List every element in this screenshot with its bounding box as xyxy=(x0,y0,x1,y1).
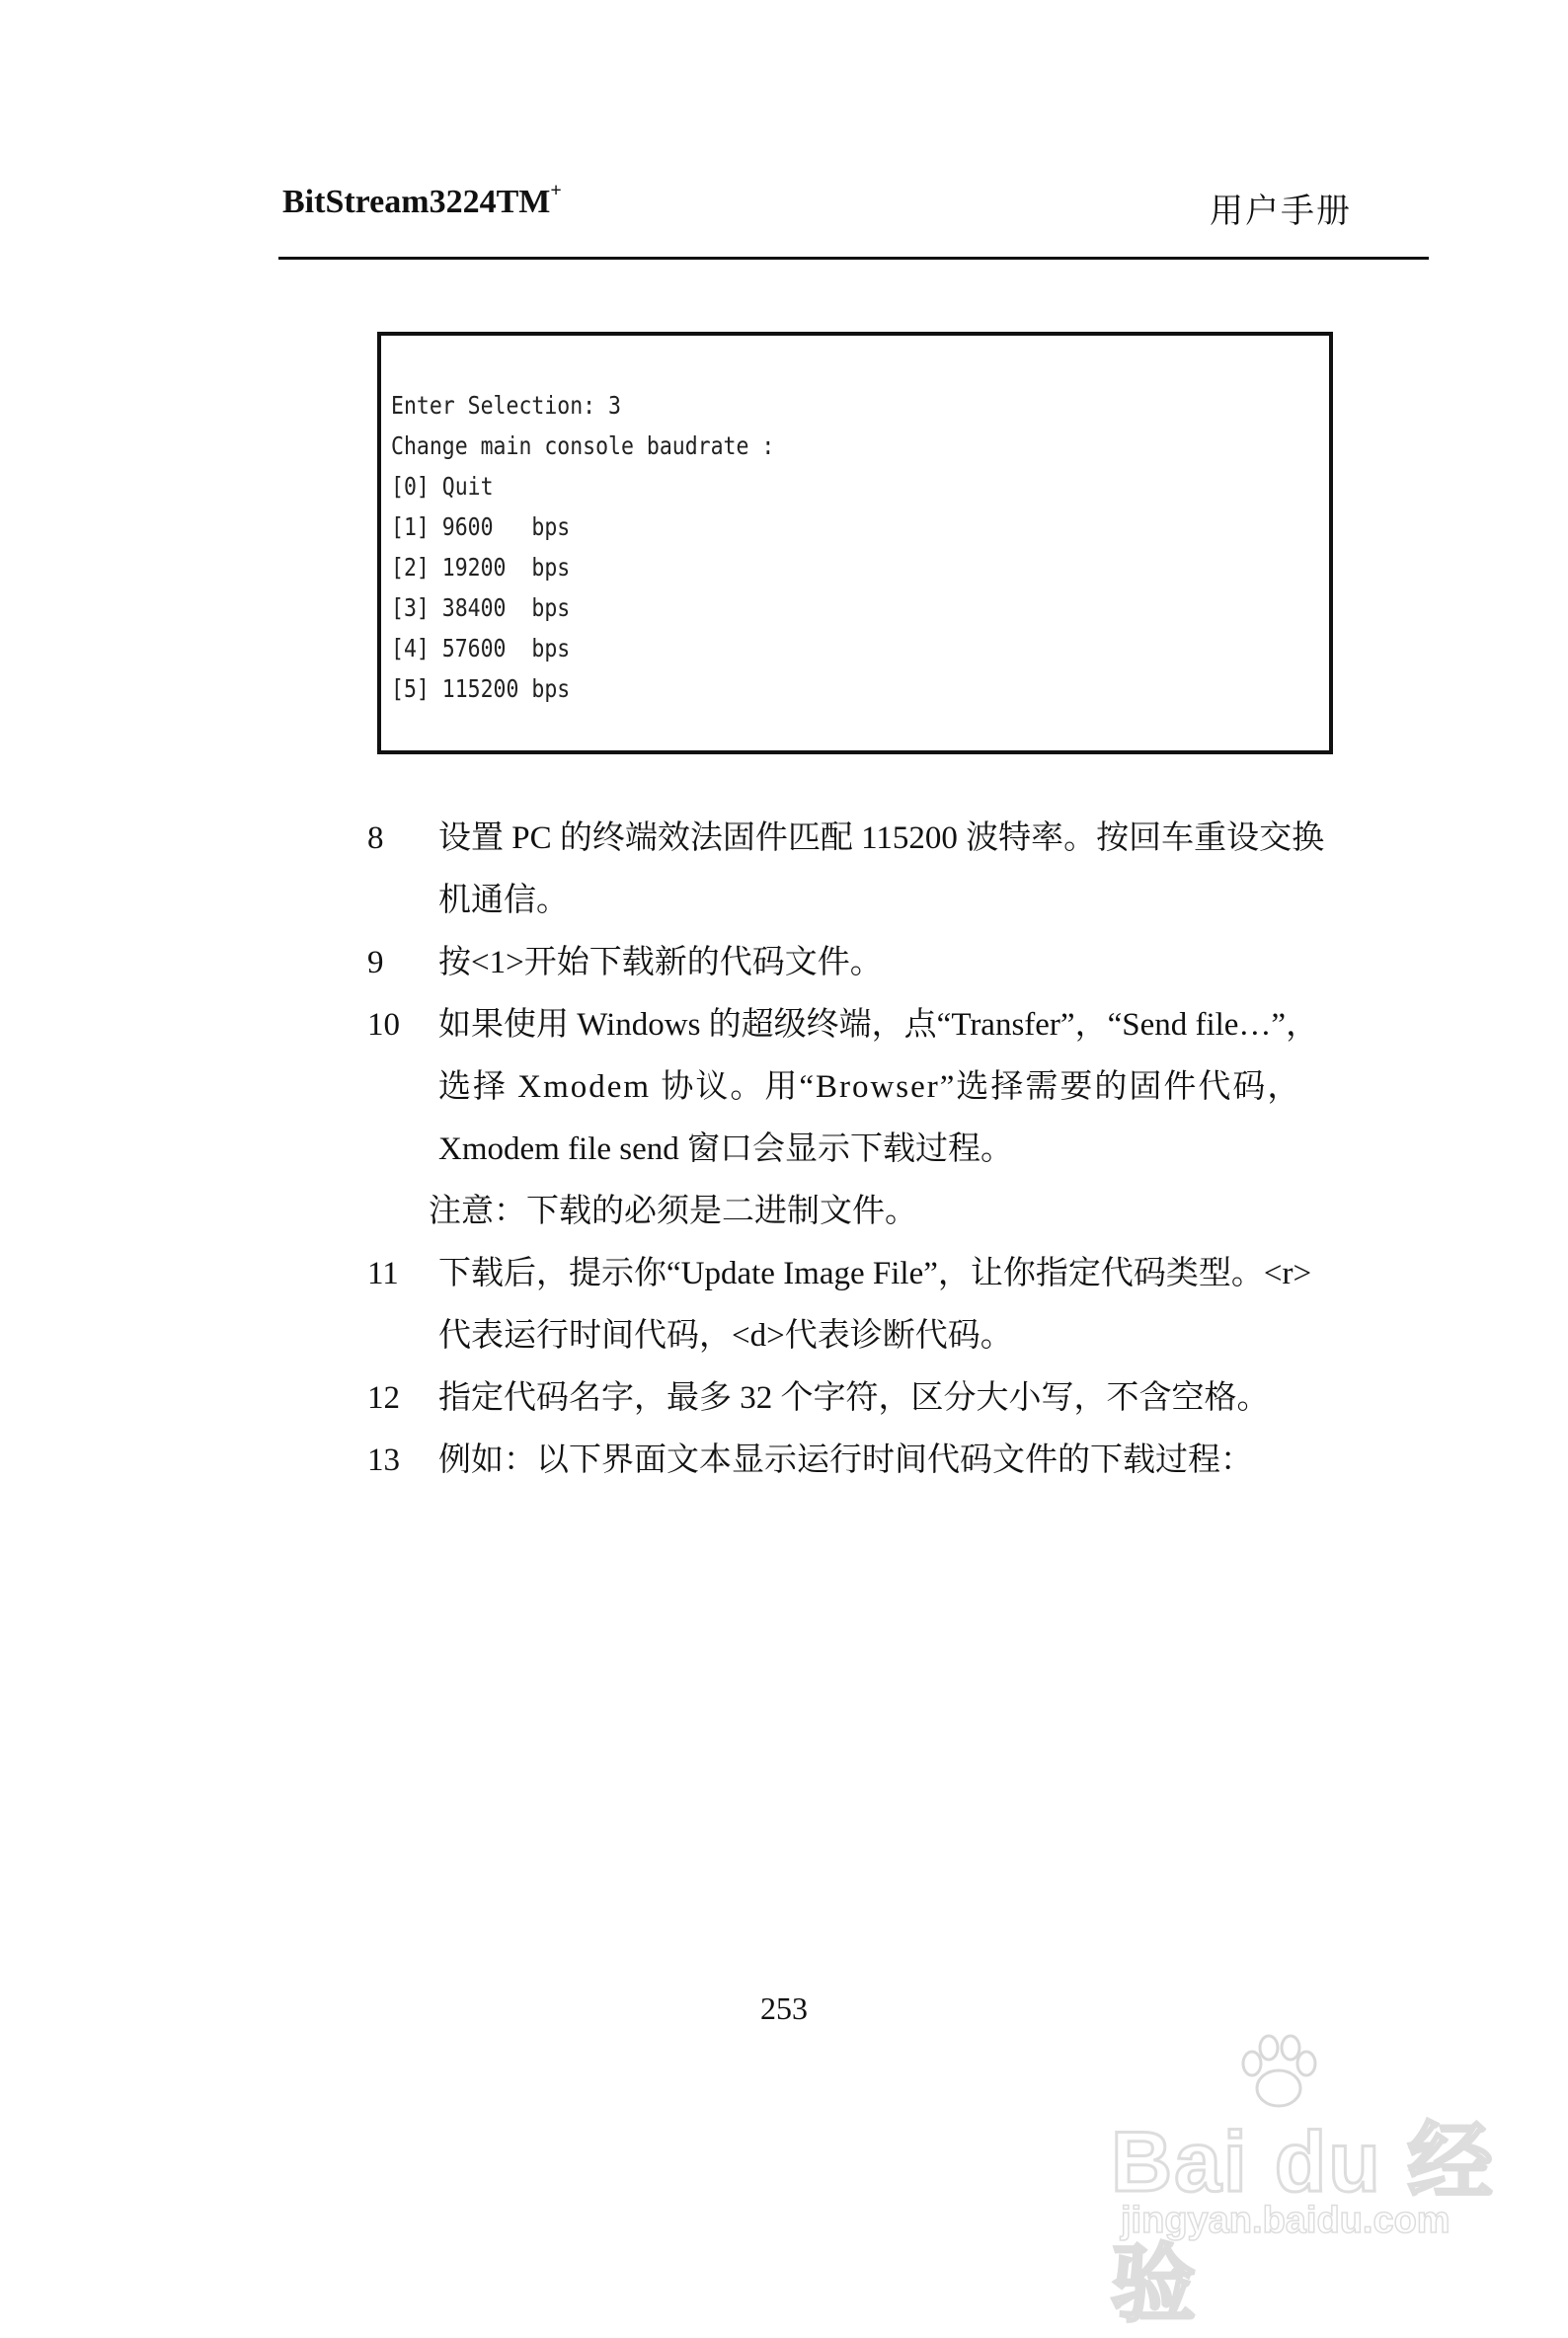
console-screenshot xyxy=(377,332,1333,754)
step-note xyxy=(429,1181,1434,1243)
step-10 xyxy=(367,994,1434,1181)
step-text-line: 机通信。 xyxy=(438,883,569,918)
step-text-line: 如果使用 Windows 的超级终端，点“Transfer”，“Send file…”， xyxy=(438,1007,1319,1043)
step-number: 8 xyxy=(367,820,384,856)
console-line: Change main console baudrate : xyxy=(391,431,775,460)
step-text-line: 例如：以下界面文本显示运行时间代码文件的下载过程： xyxy=(438,1442,1253,1478)
console-line: [5] 115200 bps xyxy=(391,674,571,703)
step-12 xyxy=(367,1367,1434,1430)
step-number: 13 xyxy=(367,1442,400,1478)
console-line: Enter Selection: 3 xyxy=(391,391,622,420)
page-header xyxy=(278,180,1429,243)
step-text-line: 代表运行时间代码，<d>代表诊断代码。 xyxy=(438,1318,1013,1354)
page-number: 253 xyxy=(760,1990,808,2026)
watermark-brand: Bai du 经验 xyxy=(1111,2115,1495,2332)
console-line: [4] 57600 bps xyxy=(391,634,571,662)
step-text-line: 下载后，提示你“Update Image File”，让你指定代码类型。<r> xyxy=(438,1256,1312,1291)
note-text: 注意：下载的必须是二进制文件。 xyxy=(429,1194,917,1229)
step-number: 12 xyxy=(367,1380,400,1416)
watermark-url: jingyan.baidu.com xyxy=(1121,2200,1450,2241)
step-number: 9 xyxy=(367,945,384,980)
step-text-line: 按<1>开始下载新的代码文件。 xyxy=(438,945,883,980)
step-number: 11 xyxy=(367,1256,399,1291)
document-title: BitStream3224TM+ xyxy=(282,180,562,220)
step-9 xyxy=(367,932,1434,994)
console-line: [0] Quit xyxy=(391,472,494,501)
console-line: [2] 19200 bps xyxy=(391,553,571,582)
header-rule xyxy=(278,257,1429,260)
step-text-line: Xmodem file send 窗口会显示下载过程。 xyxy=(438,1131,1014,1167)
step-13 xyxy=(367,1430,1434,1492)
step-text-line: 选择 Xmodem 协议。用“Browser”选择需要的固件代码， xyxy=(438,1069,1302,1105)
step-number: 10 xyxy=(367,1007,400,1043)
step-list xyxy=(367,808,1434,1492)
step-11 xyxy=(367,1243,1434,1367)
step-text-line: 指定代码名字，最多 32 个字符，区分大小写，不含空格。 xyxy=(438,1380,1270,1416)
step-text-line: 设置 PC 的终端效法固件匹配 115200 波特率。按回车重设交换 xyxy=(438,820,1325,856)
baidu-jingyan-watermark xyxy=(1111,2034,1506,2332)
console-line: [1] 9600 bps xyxy=(391,512,571,541)
step-8 xyxy=(367,808,1434,932)
manual-label: 用户手册 xyxy=(1210,194,1352,230)
console-line: [3] 38400 bps xyxy=(391,593,571,622)
